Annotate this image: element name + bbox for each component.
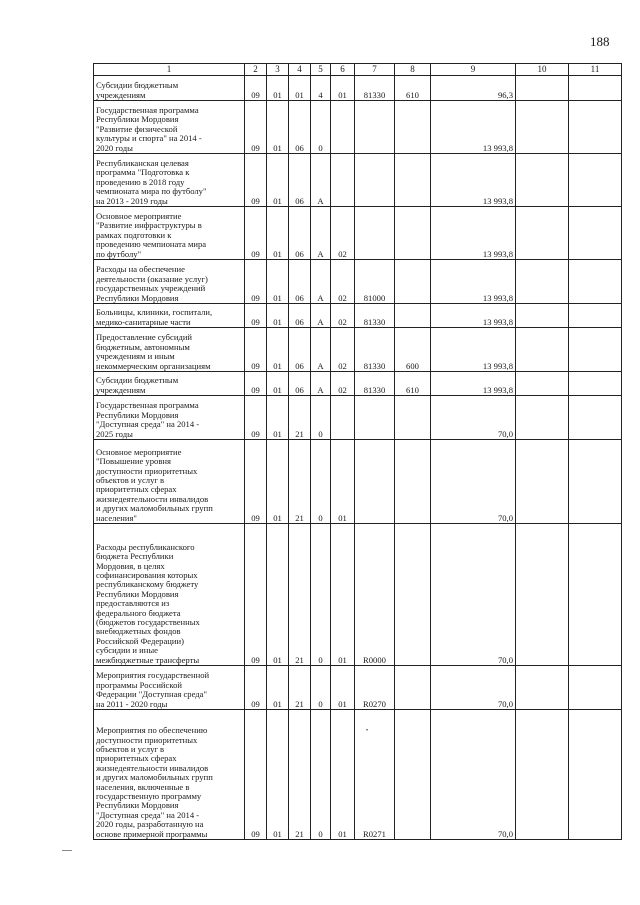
cell-expense-type <box>395 524 431 666</box>
column-header: 1 <box>94 64 245 76</box>
cell-subsection: 06 <box>289 207 311 260</box>
table-row <box>94 396 622 440</box>
cell-activity <box>331 101 355 154</box>
cell-program: А <box>311 328 331 372</box>
column-header: 10 <box>516 64 569 76</box>
cell-subsection: 21 <box>289 666 311 710</box>
cell-col10 <box>516 154 569 207</box>
cell-activity <box>331 396 355 440</box>
cell-program: А <box>311 207 331 260</box>
cell-target-article <box>355 154 395 207</box>
table-row <box>94 260 622 304</box>
cell-subsection: 06 <box>289 304 311 328</box>
scan-mark <box>62 850 72 851</box>
row-name: Субсидии бюджетным учреждениям <box>94 372 245 396</box>
cell-program: 0 <box>311 440 331 524</box>
cell-amount: 96,3 <box>431 76 516 101</box>
cell-col10 <box>516 372 569 396</box>
cell-col11 <box>569 710 622 840</box>
cell-activity: 01 <box>331 76 355 101</box>
cell-amount: 13 993,8 <box>431 372 516 396</box>
cell-subsection: 06 <box>289 101 311 154</box>
cell-ministry: 09 <box>245 396 267 440</box>
cell-expense-type: 610 <box>395 76 431 101</box>
column-header: 3 <box>267 64 289 76</box>
cell-program: 4 <box>311 76 331 101</box>
budget-table <box>93 63 622 840</box>
row-name: Больницы, клиники, госпитали, медико-санитарные части <box>94 304 245 328</box>
cell-activity: 02 <box>331 304 355 328</box>
cell-target-article: 81330 <box>355 328 395 372</box>
cell-amount: 70,0 <box>431 524 516 666</box>
cell-col10 <box>516 666 569 710</box>
cell-col10 <box>516 524 569 666</box>
cell-activity: 02 <box>331 260 355 304</box>
cell-col11 <box>569 440 622 524</box>
row-name: Государственная программа Республики Мордовия "Развитие физической культуры и спорта" на 2014 - 2020 годы <box>94 101 245 154</box>
row-name: Мероприятия государственной программы Российской Федерации "Доступная среда" на 2011 - 2020 годы <box>94 666 245 710</box>
column-header: 8 <box>395 64 431 76</box>
cell-col10 <box>516 396 569 440</box>
cell-col10 <box>516 101 569 154</box>
row-name: Основное мероприятие "Повышение уровня доступности приоритетных объектов и услуг в приоритетных сферах жизнедеятельности инвалидов и других маломобильных групп населения" <box>94 440 245 524</box>
cell-expense-type <box>395 101 431 154</box>
cell-program: 0 <box>311 101 331 154</box>
table-row <box>94 710 622 840</box>
cell-col10 <box>516 207 569 260</box>
cell-subsection: 21 <box>289 440 311 524</box>
row-name: Субсидии бюджетным учреждениям <box>94 76 245 101</box>
table-row <box>94 372 622 396</box>
column-header: 11 <box>569 64 622 76</box>
row-name: Расходы республиканского бюджета Республики Мордовия, в целях софинансирования которых республиканскому бюджету Республики Мордовия предоставляются из федерального бюджета (бюджетов государственных внебюджетных фондов Российской Федерации) субсидии и иные межбюджетные трансферты <box>94 524 245 666</box>
cell-ministry: 09 <box>245 207 267 260</box>
cell-program: 0 <box>311 396 331 440</box>
cell-target-article: R0271 <box>355 710 395 840</box>
cell-ministry: 09 <box>245 101 267 154</box>
cell-col11 <box>569 524 622 666</box>
cell-section: 01 <box>267 76 289 101</box>
cell-ministry: 09 <box>245 524 267 666</box>
cell-col10 <box>516 440 569 524</box>
cell-amount: 13 993,8 <box>431 304 516 328</box>
cell-target-article <box>355 207 395 260</box>
row-name: Мероприятия по обеспечению доступности приоритетных объектов и услуг в приоритетных сферах жизнедеятельности инвалидов и других маломобильных групп населения, включенные в государственную программу Республики Мордовия "Доступная среда" на 2014 - 2020 годы, разработанную на основе примерной программы <box>94 710 245 840</box>
cell-section: 01 <box>267 154 289 207</box>
cell-section: 01 <box>267 304 289 328</box>
cell-expense-type <box>395 260 431 304</box>
cell-activity: 01 <box>331 440 355 524</box>
row-name: Расходы на обеспечение деятельности (оказание услуг) государственных учреждений Республики Мордовия <box>94 260 245 304</box>
cell-ministry: 09 <box>245 440 267 524</box>
cell-col11 <box>569 154 622 207</box>
cell-expense-type <box>395 154 431 207</box>
scan-dot: • <box>366 728 369 734</box>
cell-section: 01 <box>267 524 289 666</box>
cell-section: 01 <box>267 666 289 710</box>
cell-target-article <box>355 440 395 524</box>
table-row <box>94 524 622 666</box>
cell-program: А <box>311 154 331 207</box>
table-row <box>94 440 622 524</box>
cell-expense-type <box>395 396 431 440</box>
cell-subsection: 21 <box>289 710 311 840</box>
column-header: 6 <box>331 64 355 76</box>
row-name: Основное мероприятие "Развитие инфраструктуры в рамках подготовки к проведению чемпионата мира по футболу" <box>94 207 245 260</box>
cell-activity: 02 <box>331 372 355 396</box>
column-header: 4 <box>289 64 311 76</box>
cell-subsection: 21 <box>289 524 311 666</box>
cell-amount: 70,0 <box>431 666 516 710</box>
cell-amount: 70,0 <box>431 396 516 440</box>
cell-target-article <box>355 101 395 154</box>
cell-program: 0 <box>311 666 331 710</box>
cell-section: 01 <box>267 710 289 840</box>
cell-ministry: 09 <box>245 710 267 840</box>
cell-activity: 02 <box>331 328 355 372</box>
cell-amount: 70,0 <box>431 710 516 840</box>
column-header: 9 <box>431 64 516 76</box>
cell-target-article <box>355 396 395 440</box>
cell-col11 <box>569 328 622 372</box>
cell-expense-type <box>395 304 431 328</box>
cell-expense-type <box>395 710 431 840</box>
cell-ministry: 09 <box>245 154 267 207</box>
cell-col11 <box>569 666 622 710</box>
table-row <box>94 328 622 372</box>
column-header: 7 <box>355 64 395 76</box>
cell-target-article: R0000 <box>355 524 395 666</box>
cell-col10 <box>516 76 569 101</box>
cell-subsection: 06 <box>289 260 311 304</box>
cell-col11 <box>569 76 622 101</box>
cell-amount: 13 993,8 <box>431 154 516 207</box>
table-row <box>94 154 622 207</box>
cell-section: 01 <box>267 328 289 372</box>
column-header: 5 <box>311 64 331 76</box>
cell-amount: 13 993,8 <box>431 207 516 260</box>
cell-ministry: 09 <box>245 260 267 304</box>
cell-expense-type: 600 <box>395 328 431 372</box>
row-name: Предоставление субсидий бюджетным, автономным учреждениям и иным некоммерческим организациям <box>94 328 245 372</box>
cell-subsection: 06 <box>289 154 311 207</box>
cell-section: 01 <box>267 396 289 440</box>
row-name: Республиканская целевая программа "Подготовка к проведению в 2018 году чемпионата мира по футболу" на 2013 - 2019 годы <box>94 154 245 207</box>
row-name: Государственная программа Республики Мордовия "Доступная среда" на 2014 - 2025 годы <box>94 396 245 440</box>
cell-program: 0 <box>311 524 331 666</box>
cell-ministry: 09 <box>245 304 267 328</box>
page-number: 188 <box>590 34 610 49</box>
cell-ministry: 09 <box>245 666 267 710</box>
cell-program: А <box>311 372 331 396</box>
cell-target-article: 81000 <box>355 260 395 304</box>
cell-subsection: 01 <box>289 76 311 101</box>
cell-ministry: 09 <box>245 372 267 396</box>
cell-ministry: 09 <box>245 328 267 372</box>
cell-subsection: 06 <box>289 372 311 396</box>
cell-activity: 01 <box>331 666 355 710</box>
cell-activity: 02 <box>331 207 355 260</box>
cell-expense-type: 610 <box>395 372 431 396</box>
cell-program: А <box>311 260 331 304</box>
cell-col11 <box>569 396 622 440</box>
cell-target-article: R0270 <box>355 666 395 710</box>
cell-col11 <box>569 101 622 154</box>
header-row <box>94 64 622 76</box>
cell-expense-type <box>395 207 431 260</box>
cell-section: 01 <box>267 372 289 396</box>
cell-section: 01 <box>267 260 289 304</box>
cell-col11 <box>569 260 622 304</box>
table-row <box>94 207 622 260</box>
cell-amount: 13 993,8 <box>431 101 516 154</box>
cell-section: 01 <box>267 440 289 524</box>
cell-activity <box>331 154 355 207</box>
cell-ministry: 09 <box>245 76 267 101</box>
cell-section: 01 <box>267 101 289 154</box>
cell-subsection: 21 <box>289 396 311 440</box>
cell-col11 <box>569 372 622 396</box>
cell-col10 <box>516 304 569 328</box>
table-row <box>94 76 622 101</box>
cell-col11 <box>569 304 622 328</box>
cell-expense-type <box>395 666 431 710</box>
cell-program: А <box>311 304 331 328</box>
table-row <box>94 304 622 328</box>
table-row <box>94 101 622 154</box>
cell-expense-type <box>395 440 431 524</box>
cell-target-article: 81330 <box>355 372 395 396</box>
cell-col10 <box>516 260 569 304</box>
column-header: 2 <box>245 64 267 76</box>
cell-target-article: 81330 <box>355 76 395 101</box>
cell-amount: 13 993,8 <box>431 260 516 304</box>
cell-col10 <box>516 328 569 372</box>
cell-amount: 70,0 <box>431 440 516 524</box>
cell-col10 <box>516 710 569 840</box>
cell-section: 01 <box>267 207 289 260</box>
cell-program: 0 <box>311 710 331 840</box>
cell-activity: 01 <box>331 524 355 666</box>
cell-activity: 01 <box>331 710 355 840</box>
cell-target-article: 81330 <box>355 304 395 328</box>
cell-subsection: 06 <box>289 328 311 372</box>
cell-amount: 13 993,8 <box>431 328 516 372</box>
table-row <box>94 666 622 710</box>
cell-col11 <box>569 207 622 260</box>
